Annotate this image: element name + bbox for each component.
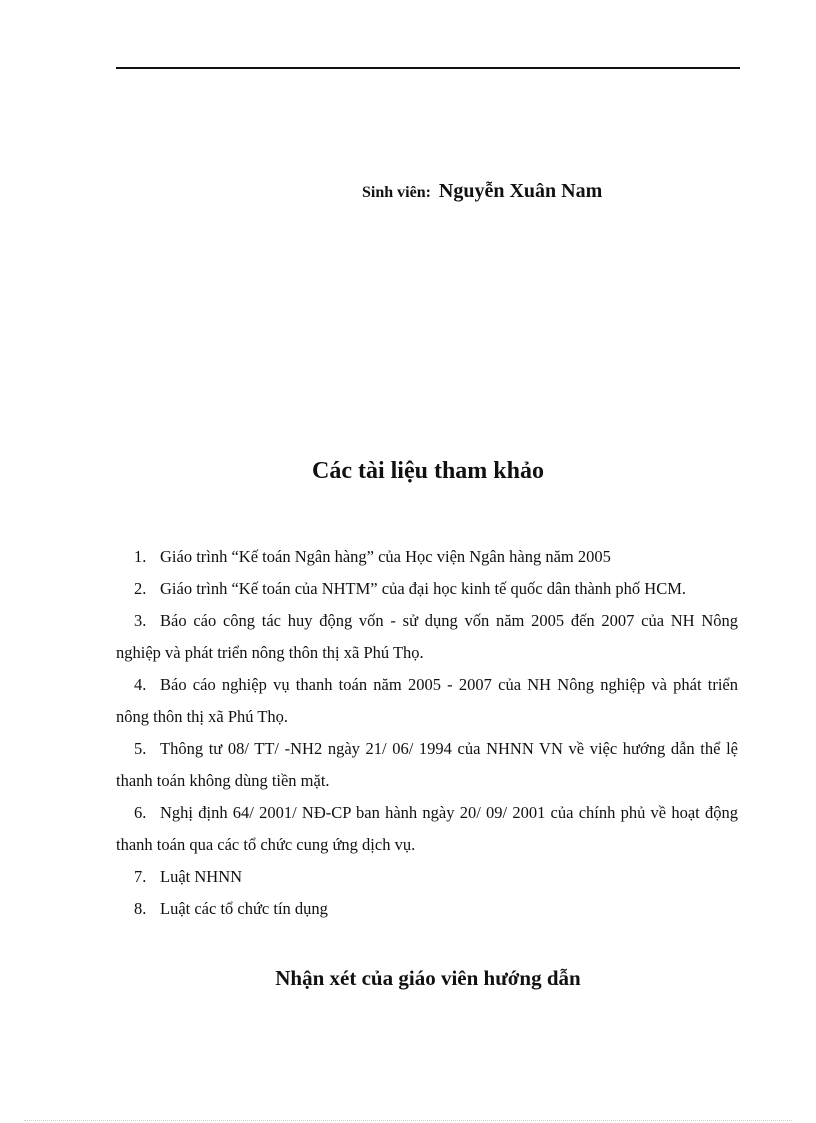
reference-number: 1. <box>134 547 147 566</box>
reference-text: Báo cáo công tác huy động vốn - sử dụng vốn năm 2005 đến 2007 của NH Nông nghiệp và phát triển nông thôn thị xã Phú Thọ. <box>116 611 738 662</box>
reference-text: Giáo trình “Kế toán của NHTM” của đại học kinh tế quốc dân thành phố HCM. <box>160 579 687 598</box>
page-bottom-divider <box>24 1120 792 1121</box>
reference-item <box>116 605 738 669</box>
reference-number: 6. <box>134 803 147 822</box>
student-name: Nguyễn Xuân Nam <box>438 180 603 202</box>
reference-number: 8. <box>134 899 147 918</box>
reference-number: 3. <box>134 611 147 630</box>
student-line <box>362 180 602 203</box>
advisor-comments-title: Nhận xét của giáo viên hướng dẫn <box>275 966 581 990</box>
header-rule <box>116 67 740 69</box>
reference-text: Thông tư 08/ TT/ -NH2 ngày 21/ 06/ 1994 của NHNN VN về việc hướng dẫn thể lệ thanh toán không dùng tiền mặt. <box>116 739 738 790</box>
reference-item <box>116 893 738 925</box>
reference-item <box>116 797 738 861</box>
reference-text: Luật các tổ chức tín dụng <box>160 899 328 918</box>
reference-number: 5. <box>134 739 147 758</box>
reference-item <box>116 573 738 605</box>
references-title: Các tài liệu tham khảo <box>311 458 544 484</box>
reference-text: Luật NHNN <box>160 867 243 886</box>
reference-text: Báo cáo nghiệp vụ thanh toán năm 2005 - 2007 của NH Nông nghiệp và phát triển nông thôn thị xã Phú Thọ. <box>116 675 738 726</box>
reference-item <box>116 733 738 797</box>
reference-text: Nghị định 64/ 2001/ NĐ-CP ban hành ngày 20/ 09/ 2001 của chính phủ về hoạt động thanh toán qua các tổ chức cung ứng dịch vụ. <box>116 803 738 854</box>
reference-number: 4. <box>134 675 147 694</box>
reference-number: 7. <box>134 867 147 886</box>
references-list <box>116 541 738 925</box>
reference-item <box>116 541 738 573</box>
student-label: Sinh viên: <box>362 184 431 201</box>
reference-text: Giáo trình “Kế toán Ngân hàng” của Học viện Ngân hàng năm 2005 <box>160 547 611 566</box>
reference-item <box>116 861 738 893</box>
reference-number: 2. <box>134 579 147 598</box>
reference-item <box>116 669 738 733</box>
